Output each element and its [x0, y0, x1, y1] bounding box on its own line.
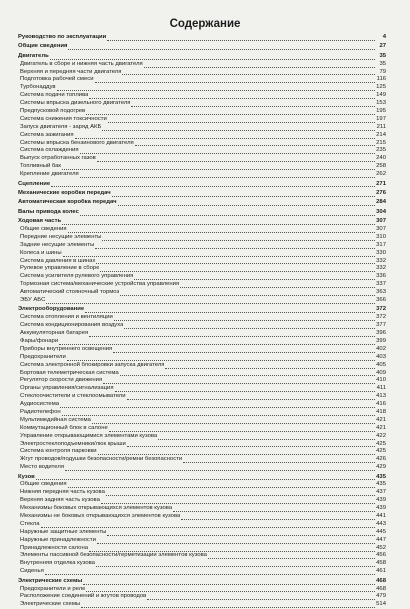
toc-entry-title: ЭБУ АБС [20, 296, 46, 303]
dot-leader [92, 417, 375, 424]
toc-entry-title: Двигатель [18, 52, 49, 59]
toc-entry-title: Место водителя [20, 464, 65, 471]
toc-entry [18, 545, 386, 553]
dot-leader [97, 537, 375, 544]
toc-entry [18, 297, 386, 305]
dot-leader [41, 521, 375, 528]
toc-section-entry [18, 190, 386, 198]
toc-entry [18, 132, 386, 140]
toc-page-number: 363 [376, 289, 386, 296]
dot-leader [131, 100, 375, 107]
toc-entry-title: Общие сведения [20, 481, 67, 488]
dot-leader [158, 433, 375, 440]
toc-page-number: 149 [376, 92, 386, 99]
toc-entry-title: Задние несущие элементы [20, 241, 95, 248]
toc-page-number: 330 [376, 249, 386, 256]
toc-entry [18, 553, 386, 561]
toc-entry [18, 409, 386, 417]
dot-leader [62, 163, 375, 170]
toc-page-number: 435 [376, 473, 386, 480]
toc-entry [18, 362, 386, 370]
dot-leader [95, 242, 375, 249]
dot-leader [86, 585, 375, 592]
toc-section-entry [18, 181, 386, 189]
toc-page-number: 402 [376, 345, 386, 352]
dot-leader [60, 401, 375, 408]
toc-page-number: 409 [376, 369, 386, 376]
dot-leader [57, 84, 375, 91]
toc-page-number: 214 [376, 131, 386, 138]
toc-entry [18, 497, 386, 505]
toc-page-number: 35 [379, 52, 386, 59]
toc-entry [18, 289, 386, 297]
toc-page-number: 445 [376, 528, 386, 535]
toc-entry-title: Автоматический стояночный тормоз [20, 289, 120, 296]
toc-entry [18, 322, 386, 330]
dot-leader [89, 545, 375, 552]
dot-leader [120, 369, 375, 376]
dot-leader [127, 393, 375, 400]
toc-entry [18, 258, 386, 266]
dot-leader [89, 330, 375, 337]
toc-page-number: 307 [376, 225, 386, 232]
dot-leader [46, 297, 375, 304]
toc-entry-title: Нижняя передняя часть кузова [20, 489, 105, 496]
dot-leader [75, 132, 375, 139]
toc-page-number: 429 [376, 464, 386, 471]
toc-entry-title: Турбонаддув [20, 84, 56, 91]
dot-leader [183, 456, 375, 463]
toc-section-entry [18, 199, 386, 207]
toc-entry-title: Сцепление [18, 180, 51, 187]
toc-entry-title: Электрические схемы [18, 577, 83, 584]
toc-entry [18, 92, 386, 100]
toc-entry-title: Верхняя задняя часть кузова [20, 497, 100, 504]
toc-page-number: 317 [376, 241, 386, 248]
toc-entry-title: Система снижения токсичности [20, 115, 107, 122]
toc-page-number: 215 [376, 139, 386, 146]
dot-leader [134, 273, 375, 280]
dot-leader [97, 155, 375, 162]
dot-leader [62, 409, 375, 416]
toc-page-number: 337 [376, 281, 386, 288]
toc-entry [18, 370, 386, 378]
toc-page-number: 240 [376, 155, 386, 162]
toc-entry-title: Верхняя и передняя части двигателя [20, 68, 122, 75]
toc-entry [18, 481, 386, 489]
toc-page-number: 284 [376, 199, 386, 206]
toc-entry-title: Наружные защитные элементы [20, 528, 107, 535]
dot-leader [114, 314, 375, 321]
toc-entry-title: Передние несущие элементы [20, 233, 102, 240]
toc-page-number: 235 [376, 147, 386, 154]
dot-leader [135, 139, 375, 146]
toc-entry-title: Рулевое управление в сборе [20, 265, 100, 272]
toc-entry [18, 140, 386, 148]
toc-entry-title: Ходовая часть [18, 218, 62, 225]
toc-page-number: 304 [376, 208, 386, 215]
page-title: Содержание [169, 18, 241, 30]
toc-page-number: 443 [376, 520, 386, 527]
toc-page-number: 411 [376, 385, 386, 392]
dot-leader [101, 497, 375, 504]
toc-page-number: 425 [376, 448, 386, 455]
toc-page-number: 468 [376, 577, 386, 584]
dot-leader [68, 43, 375, 50]
toc-section-entry [18, 218, 386, 226]
dot-leader [115, 385, 375, 392]
toc-entry [18, 346, 386, 354]
toc-entry-title: Предохранители [20, 353, 66, 360]
toc-page-number: 418 [376, 408, 386, 415]
toc-entry-title: Система отопления и вентиляции [20, 314, 113, 321]
toc-entry-title: Подготовка рабочей смеси [20, 76, 94, 83]
toc-entry-title: Механизмы не боковых открывающихся элементов кузова [20, 513, 181, 520]
toc-entry-title: Руководство по эксплуатации [18, 33, 107, 40]
toc-entry [18, 417, 386, 425]
toc-entry-title: Электрооборудование [18, 306, 85, 313]
toc-entry [18, 273, 386, 281]
toc-page-number: 405 [376, 361, 386, 368]
toc-page-number: 35 [379, 60, 386, 67]
toc-entry [18, 116, 386, 124]
toc-page-number: 307 [376, 218, 386, 225]
dot-leader [81, 601, 375, 608]
toc-entry-title: Выпуск отработанных газов [20, 155, 96, 162]
toc-page-number: 458 [376, 560, 386, 567]
toc-entry-title: Система давления в шинах [20, 257, 96, 264]
toc-page-number: 439 [376, 497, 386, 504]
toc-page-number: 125 [376, 84, 386, 91]
toc-page-number: 153 [376, 100, 386, 107]
toc-entry-title: Мультимедийная система [20, 416, 91, 423]
toc-entry-title: Система охлаждения [20, 147, 79, 154]
toc-entry-title: Система электронной блокировки запуска двигателя [20, 361, 165, 368]
toc-entry [18, 377, 386, 385]
toc-entry-title: Системы впрыска бензинового двигателя [20, 139, 134, 146]
toc-entry [18, 537, 386, 545]
toc-entry-title: Предпусковой подогрев [20, 108, 86, 114]
toc-page-number: 439 [376, 505, 386, 512]
toc-page-number: 403 [376, 353, 386, 360]
toc-entry-title: Управление открывающимися элементами кузова [20, 432, 158, 439]
dot-leader [98, 448, 375, 455]
toc-page-number: 271 [376, 180, 386, 187]
toc-entry-title: Система усилителя рулевого управления [20, 273, 134, 280]
toc-entry-title: Жгут проводов/подушки безопасности/ремни безопасности [20, 456, 183, 463]
dot-leader [120, 289, 375, 296]
dot-leader [95, 76, 376, 83]
toc-entry [18, 513, 386, 521]
toc-entry-title: Фары/фонари [20, 337, 59, 344]
toc-page-number: 456 [376, 552, 386, 559]
toc-page-number: 468 [376, 585, 386, 592]
toc-entry [18, 330, 386, 338]
toc-entry [18, 401, 386, 409]
toc-entry [18, 163, 386, 171]
dot-leader [208, 552, 375, 559]
toc-page-number: 425 [376, 440, 386, 447]
toc-page-number: 332 [376, 265, 386, 272]
dot-leader [109, 425, 375, 432]
toc-page-number: 195 [376, 108, 386, 114]
toc-entry [18, 242, 386, 250]
toc-entry [18, 84, 386, 92]
dot-leader [107, 34, 375, 41]
toc-entry [18, 76, 386, 84]
toc-section-entry [18, 306, 386, 314]
dot-leader [106, 489, 375, 496]
toc-entry-title: Общие сведения [18, 43, 68, 50]
toc-entry-title: Автоматическая коробка передач [18, 199, 117, 206]
toc-entry-title: Предохранители и реле [20, 585, 86, 592]
dot-leader [80, 171, 375, 178]
toc-page-number: 332 [376, 257, 386, 264]
toc-entry-title: Органы управления/сигнализация [20, 385, 114, 392]
toc-entry-title: Система зажигания [20, 131, 74, 138]
toc-entry [18, 464, 386, 472]
toc-entry [18, 385, 386, 393]
toc-entry-title: Сиденья [20, 568, 44, 575]
dot-leader [180, 281, 375, 288]
toc-entry [18, 155, 386, 163]
toc-entry-title: Колеса и шины [20, 249, 62, 256]
toc-entry-title: Наружные принадлежности [20, 536, 96, 543]
dot-leader [63, 250, 375, 257]
toc-section-entry [18, 209, 386, 217]
toc-page-number: 262 [376, 171, 386, 178]
toc-entry-title: Регулятор скорости движения [20, 377, 103, 384]
toc-entry-title: Крепление двигателя [20, 171, 79, 178]
toc-page-number: 4 [382, 33, 386, 40]
toc-entry-title: Аудиосистема [20, 401, 60, 408]
table-of-contents [18, 34, 386, 609]
toc-page-number: 426 [376, 456, 386, 463]
toc-entry [18, 505, 386, 513]
dot-leader [50, 53, 375, 60]
toc-page-number: 479 [376, 593, 386, 600]
dot-leader [127, 440, 375, 447]
toc-entry-title: Механизмы боковых открывающихся элементов кузова [20, 505, 173, 512]
toc-entry [18, 124, 386, 132]
toc-entry-title: Электрические схемы [20, 601, 81, 608]
dot-leader [112, 190, 375, 197]
toc-section-entry [18, 34, 386, 42]
dot-leader [108, 116, 375, 123]
toc-entry [18, 100, 386, 108]
dot-leader [59, 338, 375, 345]
toc-page-number: 441 [376, 513, 386, 520]
toc-entry [18, 393, 386, 401]
toc-entry-title: Механические коробки передач [18, 189, 111, 196]
toc-entry [18, 338, 386, 346]
toc-entry [18, 601, 386, 609]
toc-entry [18, 593, 386, 601]
toc-entry [18, 433, 386, 441]
dot-leader [122, 68, 375, 75]
dot-leader [113, 346, 375, 353]
toc-section-entry [18, 578, 386, 586]
dot-leader [51, 180, 375, 187]
dot-leader [124, 322, 375, 329]
dot-leader [118, 199, 375, 206]
dot-leader [83, 578, 375, 585]
dot-leader [100, 265, 375, 272]
toc-page-number: 79 [379, 68, 386, 75]
toc-entry-title: Коммутационный блок в салоне [20, 424, 108, 431]
toc-entry [18, 265, 386, 273]
toc-page-number: 396 [376, 330, 386, 337]
toc-entry [18, 171, 386, 179]
toc-entry [18, 529, 386, 537]
toc-entry [18, 108, 386, 116]
toc-entry-title: Двигатель в сборе и нижняя часть двигателя [20, 60, 143, 67]
dot-leader [144, 61, 375, 68]
toc-entry-title: Аккумуляторная батарея [20, 330, 89, 337]
toc-entry [18, 226, 386, 234]
dot-leader [181, 513, 375, 520]
toc-entry-title: Расположение соединений и жгутов проводов [20, 593, 147, 600]
toc-page-number: 461 [376, 568, 386, 575]
toc-entry-title: Приборы внутреннего освещения [20, 345, 113, 352]
toc-page-number: 416 [376, 401, 386, 408]
toc-page-number: 258 [376, 163, 386, 170]
toc-page-number: 116 [376, 76, 386, 83]
toc-entry-title: Стекла [20, 520, 40, 527]
toc-section-entry [18, 43, 386, 51]
dot-leader [96, 560, 375, 567]
dot-leader [103, 377, 375, 384]
dot-leader [68, 226, 375, 233]
toc-page-number: 366 [376, 296, 386, 303]
toc-entry-title: Стеклоочистители и стеклоомыватели [20, 393, 126, 400]
dot-leader [102, 124, 375, 131]
dot-leader [85, 306, 375, 313]
toc-entry-title: Валы привода колес [18, 208, 79, 215]
toc-page-number: 372 [376, 306, 386, 313]
toc-entry-title: Элементы пассивной безопасности/герметизации элементов кузова [20, 552, 207, 559]
toc-entry-title: Тормозная система/механические устройства управления [20, 281, 180, 288]
dot-leader [67, 354, 375, 361]
toc-entry-title: Электростеклоподъемники/люк крыши [20, 440, 126, 447]
toc-entry-title: Бортовая телеметрическая система [20, 369, 119, 376]
toc-section-entry [18, 474, 386, 482]
dot-leader [36, 473, 375, 480]
toc-entry [18, 568, 386, 576]
toc-entry-title: Система кондиционирования воздуха [20, 322, 124, 329]
toc-entry-title: Топливный бак [20, 163, 61, 170]
toc-entry [18, 489, 386, 497]
toc-section-entry [18, 53, 386, 61]
toc-entry [18, 234, 386, 242]
toc-entry [18, 586, 386, 594]
dot-leader [107, 529, 375, 536]
toc-page-number: 514 [376, 601, 386, 608]
dot-leader [173, 505, 375, 512]
toc-entry [18, 448, 386, 456]
toc-page-number: 372 [376, 314, 386, 321]
dot-leader [65, 464, 375, 471]
toc-page-number: 310 [376, 233, 386, 240]
toc-entry-title: Радиотелефон [20, 408, 61, 415]
toc-page-number: 447 [376, 536, 386, 543]
toc-entry-title: Общие сведения [20, 225, 67, 232]
toc-entry [18, 521, 386, 529]
toc-page-number: 421 [376, 424, 386, 431]
dot-leader [102, 234, 375, 241]
toc-page-number: 410 [376, 377, 386, 384]
toc-entry [18, 250, 386, 258]
toc-page-number: 422 [376, 432, 386, 439]
toc-page-number: 413 [376, 393, 386, 400]
toc-page-number: 197 [376, 115, 386, 122]
dot-leader [68, 481, 375, 488]
dot-leader [80, 209, 375, 216]
dot-leader [96, 257, 375, 264]
dot-leader [147, 593, 375, 600]
toc-entry [18, 425, 386, 433]
toc-entry-title: Принадлежности салона [20, 544, 88, 551]
toc-page-number: 452 [376, 544, 386, 551]
toc-entry [18, 61, 386, 69]
dot-leader [89, 92, 375, 99]
toc-page-number: 435 [376, 481, 386, 488]
toc-entry-title: Внутренняя отделка кузова [20, 560, 95, 567]
dot-leader [80, 147, 375, 154]
toc-page-number: 399 [376, 337, 386, 344]
toc-entry [18, 314, 386, 322]
toc-entry [18, 69, 386, 77]
toc-entry-title: Запуск двигателя - заряд АКБ [20, 123, 102, 130]
toc-page-number: 421 [376, 416, 386, 423]
toc-entry [18, 354, 386, 362]
toc-page-number: 211 [376, 123, 386, 130]
dot-leader [165, 362, 375, 369]
toc-page-number: 437 [376, 489, 386, 496]
toc-entry-title: Система подачи топлива [20, 92, 89, 99]
toc-entry-title: Система контроля парковки [20, 448, 97, 455]
toc-entry [18, 441, 386, 449]
toc-entry [18, 147, 386, 155]
toc-page-number: 377 [376, 322, 386, 329]
toc-page-number: 27 [379, 43, 386, 50]
toc-entry-title: Кузов [18, 473, 35, 480]
toc-entry [18, 456, 386, 464]
toc-page-number: 336 [376, 273, 386, 280]
toc-entry-title: Системы впрыска дизельного двигателя [20, 100, 131, 107]
dot-leader [45, 568, 375, 575]
toc-entry [18, 560, 386, 568]
toc-entry [18, 281, 386, 289]
dot-leader [86, 108, 375, 115]
dot-leader [62, 218, 375, 225]
toc-page-number: 276 [376, 189, 386, 196]
